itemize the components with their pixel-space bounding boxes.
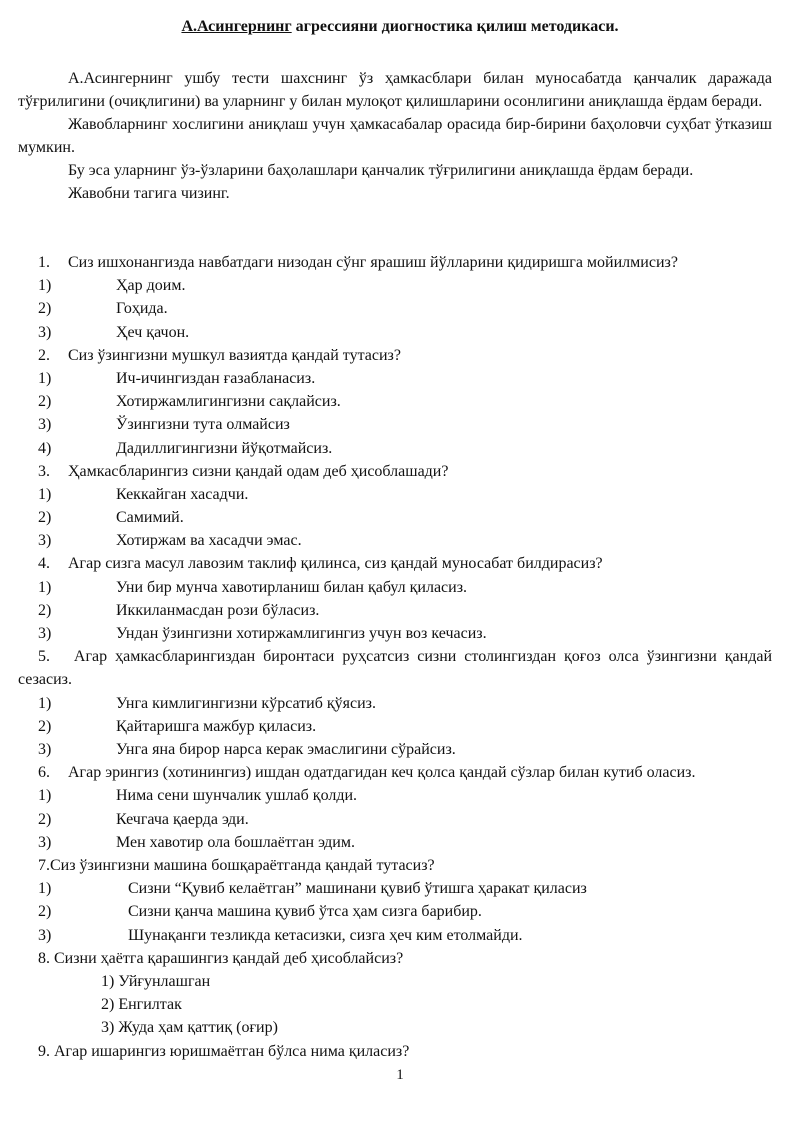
page-title [0, 18, 800, 36]
answer-option[interactable] [18, 367, 772, 390]
answer-text: Ҳар доим. [116, 277, 186, 295]
answer-number: 1) [101, 972, 115, 990]
question-list [18, 251, 772, 1063]
answer-option[interactable] [18, 297, 772, 320]
question [18, 645, 772, 691]
answer-text: Қайтаришга мажбур қиласиз. [116, 717, 317, 735]
answer-number: 2) [38, 601, 52, 619]
answer-option[interactable] [18, 715, 772, 738]
answer-option[interactable] [18, 390, 772, 413]
answer-number: 2) [38, 903, 52, 921]
question [18, 460, 772, 483]
question-number: 8. [38, 949, 50, 967]
answer-option[interactable] [18, 622, 772, 645]
title-author: А.Асингернинг [181, 18, 292, 35]
question-text: Сиз ишхонангизда навбатдаги низодан сўнг ярашиш йўлларини қидиришга мойилмисиз? [68, 254, 678, 271]
answer-number: 1) [38, 277, 52, 295]
answer-number: 2) [38, 509, 52, 527]
question-number: 7. [38, 856, 50, 874]
answer-number: 1) [38, 694, 52, 712]
question-text: Сиз ўзингизни машина бошқараётганда қандай тутасиз? [50, 856, 435, 874]
answer-text: Енгилтак [118, 996, 182, 1014]
answer-number: 1) [38, 880, 52, 898]
question [18, 344, 772, 367]
question-number: 5. [38, 648, 50, 666]
answer-text: Унга кимлигингизни кўрсатиб қўясиз. [116, 694, 376, 712]
answer-option[interactable] [18, 274, 772, 297]
question-text: Агар ҳамкасбларингиздан биронтаси руҳсатсиз сизни столингиздан қоғоз олса ўзингизни қандай сезасиз. [18, 648, 773, 689]
answer-number: 3) [38, 741, 52, 759]
answer-number: 2) [38, 717, 52, 735]
question-number: 1. [38, 254, 50, 271]
question-number: 9. [38, 1042, 50, 1060]
answer-number: 4) [38, 439, 52, 457]
answer-text: Ундан ўзингизни хотиржамлигингиз учун воз кечасиз. [116, 625, 487, 643]
answer-number: 3) [38, 532, 52, 550]
question-text: Сизни ҳаётга қарашингиз қандай деб ҳисоблайсиз? [54, 949, 404, 967]
answer-option[interactable] [18, 599, 772, 622]
question-number: 3. [38, 462, 50, 480]
answer-number: 2) [101, 996, 115, 1014]
intro-paragraph: Бу эса уларнинг ўз-ўзларини баҳолашлари қанчалик тўғрилигини аниқлашда ёрдам беради. [68, 162, 694, 179]
answer-text: Ўзингизни тута олмайсиз [116, 416, 290, 434]
answer-number: 2) [38, 393, 52, 411]
answer-number: 3) [38, 323, 52, 341]
answer-option[interactable] [18, 413, 772, 436]
question-text: Ҳамкасбларингиз сизни қандай одам деб ҳисоблашади? [68, 462, 449, 480]
answer-number: 2) [38, 810, 52, 828]
answer-option[interactable] [18, 831, 772, 854]
intro-paragraph: Жавобни тагига чизинг. [68, 185, 230, 202]
answer-number: 1) [38, 787, 52, 805]
answer-text: Кеккайган хасадчи. [116, 485, 249, 503]
answer-text: Уни бир мунча хавотирланиш билан қабул қиласиз. [116, 578, 468, 596]
question-text: Сиз ўзингизни мушкул вазиятда қандай тутасиз? [68, 346, 401, 364]
answer-number: 2) [38, 300, 52, 318]
answer-text: Дадиллигингизни йўқотмайсиз. [116, 439, 333, 457]
answer-text: Самимий. [116, 509, 184, 527]
question-number: 4. [38, 555, 50, 573]
answer-option[interactable] [18, 784, 772, 807]
answer-text: Мен хавотир ола бошлаётган эдим. [116, 833, 355, 851]
answer-number: 3) [38, 416, 52, 434]
answer-number: 3) [38, 625, 52, 643]
answer-option[interactable] [18, 483, 772, 506]
answer-number: 3) [38, 833, 52, 851]
question [18, 552, 772, 575]
answer-option[interactable] [18, 529, 772, 552]
answer-text: Нима сени шунчалик ушлаб қолди. [116, 787, 358, 805]
answer-number: 1) [38, 578, 52, 596]
question-number: 2. [38, 346, 50, 364]
answer-option[interactable] [18, 692, 772, 715]
title-rest: агрессияни диогностика қилиш методикаси. [291, 18, 619, 35]
answer-text: Иккиланмасдан рози бўласиз. [116, 601, 320, 619]
answer-number: 3) [38, 926, 52, 944]
answer-text: Унга яна бирор нарса керак эмаслигини сўрайсиз. [116, 741, 456, 759]
answer-text: Уйғунлашган [118, 972, 211, 990]
intro-paragraph: Жавобларнинг хослигини аниқлаш учун ҳамкасабалар орасида бир-бирини баҳоловчи суҳбат ўтказиш мумкин. [18, 116, 772, 156]
question [18, 251, 772, 274]
answer-text: Кечгача қаерда эди. [116, 810, 249, 828]
answer-option[interactable] [18, 877, 772, 900]
question [18, 854, 772, 877]
page-number: 1 [396, 1067, 404, 1083]
answer-number: 1) [38, 485, 52, 503]
answer-text: Гоҳида. [116, 300, 168, 318]
question-text: Агар эрингиз (хотинингиз) ишдан одатдагидан кеч қолса қандай сўзлар билан кутиб оласиз. [68, 764, 696, 782]
intro-paragraph: А.Асингернинг ушбу тести шахснинг ўз ҳамкасблари билан муносабатда қанчалик даражада тўғрилигини (очиқлигини) ва уларнинг у билан мулоқот қилишларини осонлигини аниқлашда ёрдам беради. [18, 70, 772, 110]
question [18, 1040, 772, 1063]
answer-text: Хотиржам ва хасадчи эмас. [116, 532, 302, 550]
answer-text: Ич-ичингиздан ғазабланасиз. [116, 369, 316, 387]
answer-option[interactable] [18, 1016, 772, 1039]
question-text: Агар сизга масул лавозим таклиф қилинса, сиз қандай муносабат билдирасиз? [68, 555, 603, 573]
answer-text: Жуда ҳам қаттиқ (оғир) [118, 1019, 278, 1037]
answer-option[interactable] [18, 576, 772, 599]
question-number: 6. [38, 764, 50, 782]
answer-option[interactable] [18, 506, 772, 529]
answer-text: Хотиржамлигингизни сақлайсиз. [116, 393, 341, 411]
answer-number: 3) [101, 1019, 115, 1037]
question [18, 761, 772, 784]
answer-option[interactable] [18, 993, 772, 1016]
answer-text: Сизни “Қувиб келаётган” машинани қувиб ўтишга ҳаракат қиласиз [128, 880, 587, 898]
answer-option[interactable] [18, 437, 772, 460]
answer-option[interactable] [18, 970, 772, 993]
answer-text: Сизни қанча машина қувиб ўтса ҳам сизга барибир. [128, 903, 482, 921]
question [18, 947, 772, 970]
answer-text: Шунақанги тезликда кетасизки, сизга ҳеч ким етолмайди. [128, 926, 523, 944]
answer-option[interactable] [18, 900, 772, 923]
answer-option[interactable] [18, 321, 772, 344]
answer-option[interactable] [18, 808, 772, 831]
answer-text: Ҳеч қачон. [116, 323, 190, 341]
answer-option[interactable] [18, 738, 772, 761]
question-text: Агар ишарингиз юришмаётган бўлса нима қиласиз? [54, 1042, 410, 1060]
answer-number: 1) [38, 369, 52, 387]
intro-section [18, 67, 772, 205]
answer-option[interactable] [18, 924, 772, 947]
